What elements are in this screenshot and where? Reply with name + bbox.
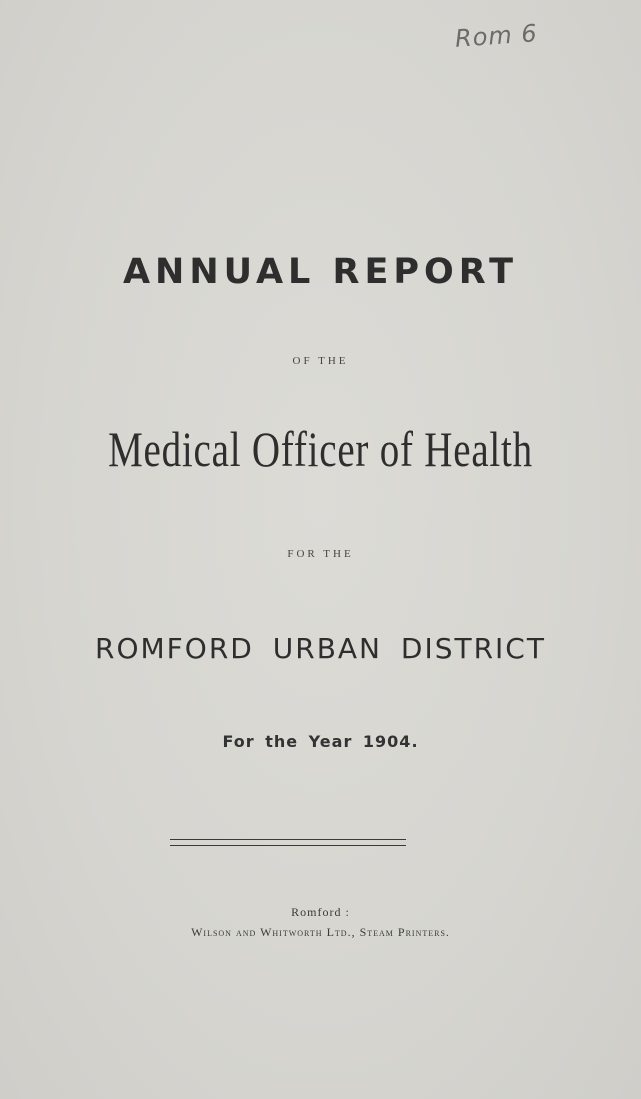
district-name: ROMFORD URBAN DISTRICT xyxy=(95,632,546,665)
report-title: ANNUAL REPORT xyxy=(122,252,519,292)
report-subject: Medical Officer of Health xyxy=(108,421,533,477)
of-the-text: OF THE xyxy=(292,355,349,367)
printer-name: Wilson and Whitworth Ltd., Steam Printers. xyxy=(191,925,450,939)
report-year: For the Year 1904. xyxy=(222,732,419,751)
for-the-text: FOR THE xyxy=(287,548,354,560)
handwritten-note: Rom 6 xyxy=(454,19,539,53)
divider-rule-top xyxy=(170,839,406,840)
printer-place: Romford : xyxy=(291,905,350,919)
divider-rule-bottom xyxy=(170,845,406,846)
